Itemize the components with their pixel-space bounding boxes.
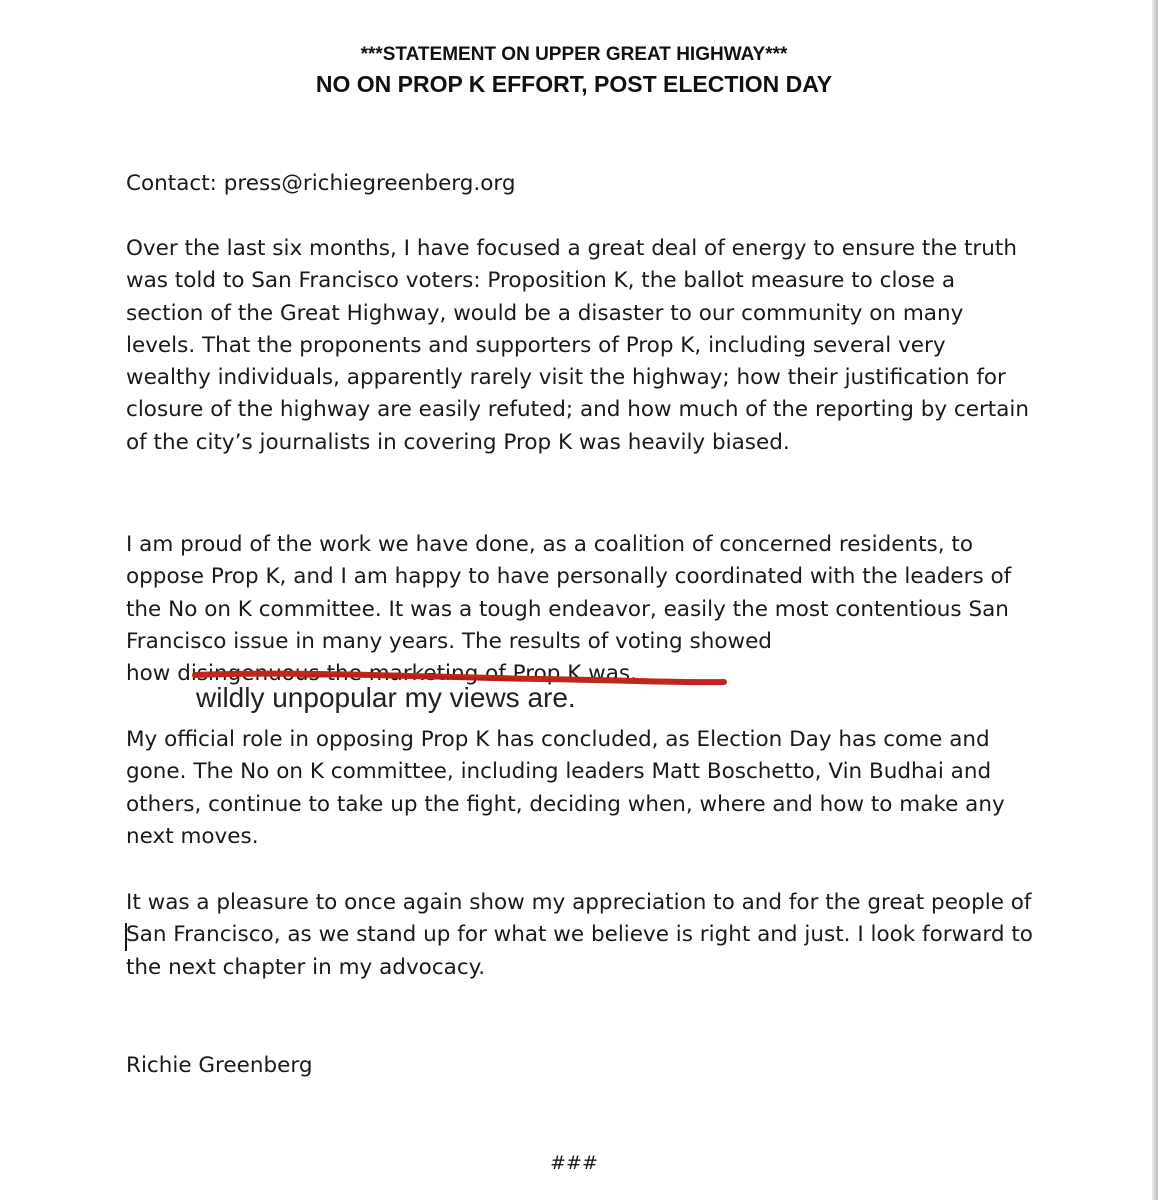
struck-line-crossed: isingenuous the marketing of Prop K was. [190,661,637,687]
paragraph-2 [126,529,1036,690]
struck-line-prefix: how d [126,661,191,687]
title-line-2: NO ON PROP K EFFORT, POST ELECTION DAY [315,71,833,97]
paragraph-1: Over the last six months, I have focused a great deal of energy to ensure the truth was told to San Francisco voters: Proposition K, the ballot measure to close a section of the Great Highway, would be a disaster to our community on many levels. That the proponents and supporters of Prop K, including several very wealthy individuals, apparently rarely visit the highway; how their justification for closure of the highway are easily refuted; and how much of the reporting by certain of the city’s journalists in covering Prop K was heavily biased. [126,236,1030,455]
paragraph-2-text: I am proud of the work we have done, as a coalition of concerned residents, to oppose Prop K, and I am happy to have personally coordinated with the leaders of the No on K committee. It was a tough endeavor, easily the most contentious San Francisco issue in many years. The results of voting showed [126,532,1012,654]
paragraph-3: My official role in opposing Prop K has concluded, as Election Day has come and gone. The No on K committee, including leaders Matt Boschetto, Vin Budhai and others, continue to take up the fight, deciding when, where and how to make any next moves. [126,727,1005,849]
annotation-text: wildly unpopular my views are. [196,682,576,713]
contact-line: Contact: press@richiegreenberg.org [126,171,516,196]
document-header [0,42,1148,100]
page-edge [1152,0,1158,1200]
paragraph-4: It was a pleasure to once again show my appreciation to and for the great people of San Francisco, as we stand up for what we believe is right and just. I look forward to the next chapter in my advocacy. [126,890,1033,980]
title-line-1: ***STATEMENT ON UPPER GREAT HIGHWAY*** [360,44,788,65]
end-mark: ### [550,1152,598,1174]
signature: Richie Greenberg [126,1053,313,1078]
